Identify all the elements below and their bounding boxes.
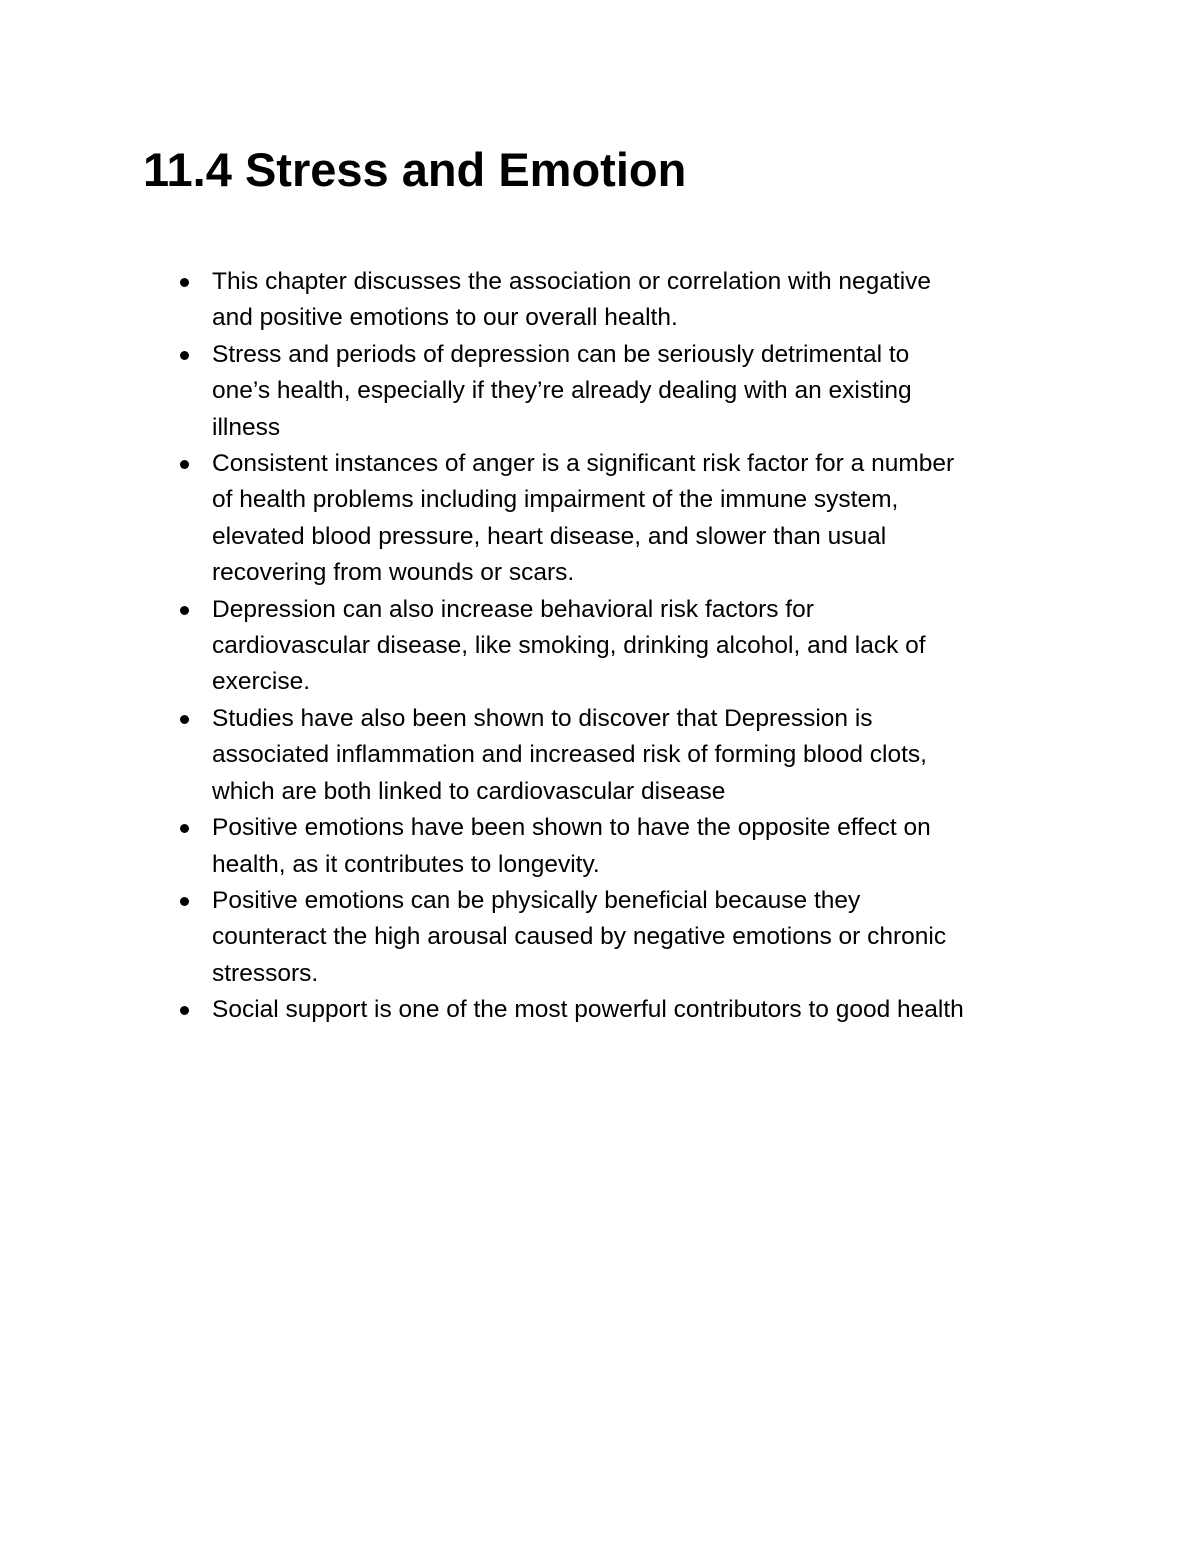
bullet-item (0, 264, 1200, 337)
bullet-text: Positive emotions have been shown to have the opposite effect on health, as it contributes to longevity. (212, 814, 931, 878)
bullet-item (0, 337, 1200, 446)
bullet-item (0, 883, 1200, 992)
bullet-list (0, 264, 1200, 1029)
bullet-item (0, 701, 1200, 810)
page-title: 11.4 Stress and Emotion (143, 143, 687, 196)
bullet-text: Depression can also increase behavioral risk factors for cardiovascular disease, like smoking, drinking alcohol, and lack of exercise. (212, 595, 926, 696)
bullet-dot-icon (180, 715, 189, 724)
bullet-text: Positive emotions can be physically beneficial because they counteract the high arousal caused by negative emotions or chronic stressors. (212, 886, 947, 987)
bullet-item (0, 810, 1200, 883)
bullet-text: Consistent instances of anger is a significant risk factor for a number of health problems including impairment of the immune system, elevated blood pressure, heart disease, and slower than usual recovering from wounds or scars. (212, 450, 955, 587)
bullet-dot-icon (180, 897, 189, 906)
bullet-item (0, 992, 1200, 1028)
bullet-item (0, 592, 1200, 701)
bullet-dot-icon (180, 278, 189, 287)
bullet-dot-icon (180, 460, 189, 469)
bullet-dot-icon (180, 824, 189, 833)
bullet-text: This chapter discusses the association or correlation with negative and positive emotions to our overall health. (212, 268, 932, 332)
bullet-text: Social support is one of the most powerful contributors to good health (212, 996, 964, 1024)
bullet-dot-icon (180, 1006, 189, 1015)
bullet-text: Studies have also been shown to discover that Depression is associated inflammation and increased risk of forming blood clots, which are both linked to cardiovascular disease (212, 704, 927, 805)
bullet-dot-icon (180, 351, 189, 360)
bullet-text: Stress and periods of depression can be seriously detrimental to one’s health, especially if they’re already dealing with an existing illness (212, 340, 912, 441)
bullet-item (0, 446, 1200, 592)
bullet-dot-icon (180, 606, 189, 615)
